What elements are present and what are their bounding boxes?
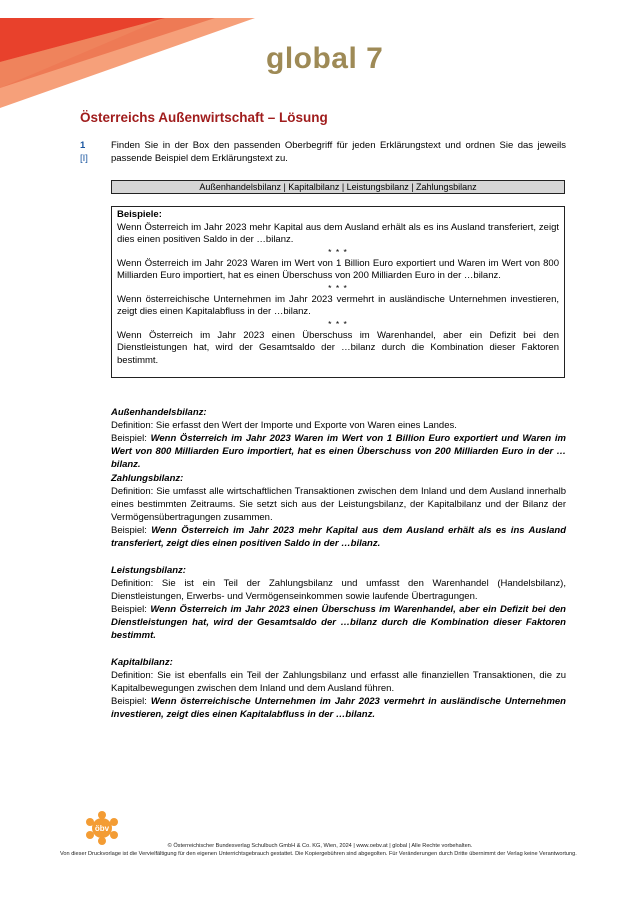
brand-title: global 7: [266, 42, 384, 75]
task-number-value: 1: [80, 140, 86, 151]
solution-block-leistungsbilanz: [111, 564, 566, 642]
example-separator: * * *: [328, 282, 348, 293]
solution-example-line: [111, 603, 566, 642]
task-level: [I]: [80, 152, 88, 164]
footer: [60, 842, 580, 858]
solution-example-line: [111, 695, 566, 721]
solution-block-zahlungsbilanz: [111, 472, 566, 550]
page-title: Österreichs Außenwirtschaft – Lösung: [80, 110, 328, 125]
solution-term: Außenhandelsbilanz:: [111, 407, 207, 418]
solution-block-aussenhandelsbilanz: [111, 406, 566, 471]
solution-example: Wenn Österreich im Jahr 2023 Waren im Wert von 1 Billion Euro exportiert und Waren im Wert von 800 Milliarden Euro importiert, hat es einen Überschuss von 200 Milliarden Euro in der …bilanz.: [111, 433, 566, 470]
solution-example-label: Beispiel:: [111, 696, 151, 707]
footer-copyright: © Österreichischer Bundesverlag Schulbuch GmbH & Co. KG, Wien, 2024 | www.oebv.at | global | Alle Rechte vorbehalten.: [167, 843, 473, 849]
solution-definition: Definition: Sie ist ein Teil der Zahlungsbilanz und umfasst den Warenhandel (Handelsbilanz), Dienstleistungen, Erwerbs- und Vermögenseinkommen sowie laufende Übertragungen.: [111, 578, 566, 602]
solution-term: Leistungsbilanz:: [111, 565, 186, 576]
examples-heading: Beispiele:: [117, 209, 162, 220]
header-decoration: [0, 0, 260, 110]
publisher-logo: [84, 810, 120, 846]
example-item: Wenn Österreich im Jahr 2023 Waren im Wert von 1 Billion Euro exportiert und Waren im Wert von 800 Milliarden Euro importiert, hat es einen Überschuss von 200 Milliarden Euro in der …bilanz.: [117, 257, 559, 281]
solution-term: Kapitalbilanz:: [111, 657, 173, 668]
example-item: Wenn österreichische Unternehmen im Jahr 2023 vermehrt in ausländische Unternehmen investieren, zeigt dies einen Kapitalabfluss in der …bilanz.: [117, 293, 559, 317]
example-separator: * * *: [328, 246, 348, 257]
task-instruction: Finden Sie in der Box den passenden Oberbegriff für jeden Erklärungstext und ordnen Sie das jeweils passende Beispiel dem Erklärungstext zu.: [111, 140, 566, 164]
solution-definition: Definition: Sie erfasst den Wert der Importe und Exporte von Waren eines Landes.: [111, 420, 457, 431]
solution-example-line: [111, 432, 566, 471]
solution-definition: Definition: Sie umfasst alle wirtschaftlichen Transaktionen zwischen dem Inland und dem Ausland innerhalb eines bestimmten Zeitraums. Sie setzt sich aus der Leistungsbilanz, der Kapitalbilanz und der Bilanz der Vermögensübertragungen zusammen.: [111, 486, 566, 523]
example-item: Wenn Österreich im Jahr 2023 einen Überschuss im Warenhandel, aber ein Defizit bei den Dienstleistungen hat, wird der Gesamtsaldo der …bilanz durch die Kombination dieser Faktoren bestimmt.: [117, 329, 559, 366]
solution-term: Zahlungsbilanz:: [111, 473, 184, 484]
example-separator: * * *: [328, 318, 348, 329]
solution-example-label: Beispiel:: [111, 604, 151, 615]
solution-example-label: Beispiel:: [111, 525, 152, 536]
solution-example: Wenn österreichische Unternehmen im Jahr 2023 vermehrt in ausländische Unternehmen investieren, zeigt dies einen Kapitalabfluss in der …bilanz.: [111, 696, 566, 720]
solution-example: Wenn Österreich im Jahr 2023 einen Überschuss im Warenhandel, aber ein Defizit bei den Dienstleistungen hat, wird der Gesamtsaldo der …bilanz durch die Kombination dieser Faktoren bestimmt.: [111, 604, 566, 641]
solution-block-kapitalbilanz: [111, 656, 566, 721]
task-number: [80, 140, 88, 165]
solution-example-line: [111, 524, 566, 550]
footer-license: Von dieser Druckvorlage ist die Vervielfältigung für den eigenen Unterrichtsgebrauch gestattet. Die Kopiergebühren sind abgegolten. Für Veränderungen durch Dritte übernimmt der Verlag keine Verantwortung.: [60, 851, 577, 857]
solution-definition: Definition: Sie ist ebenfalls ein Teil der Zahlungsbilanz und erfasst alle finanziellen Transaktionen, die zu Kapitalbewegungen zwischen dem Inland und dem Ausland führen.: [111, 670, 566, 694]
term-box: Außenhandelsbilanz | Kapitalbilanz | Leistungsbilanz | Zahlungsbilanz: [111, 180, 565, 194]
solution-example-label: Beispiel:: [111, 433, 151, 444]
examples-box: [111, 206, 565, 378]
example-item: Wenn Österreich im Jahr 2023 mehr Kapital aus dem Ausland erhält als es ins Ausland transferiert, zeigt dies einen positiven Saldo in der …bilanz.: [117, 221, 559, 245]
publisher-logo-text: öbv: [94, 824, 110, 833]
solution-example: Wenn Österreich im Jahr 2023 mehr Kapital aus dem Ausland erhält als es ins Ausland transferiert, zeigt dies einen positiven Saldo in der …bilanz.: [111, 525, 566, 549]
